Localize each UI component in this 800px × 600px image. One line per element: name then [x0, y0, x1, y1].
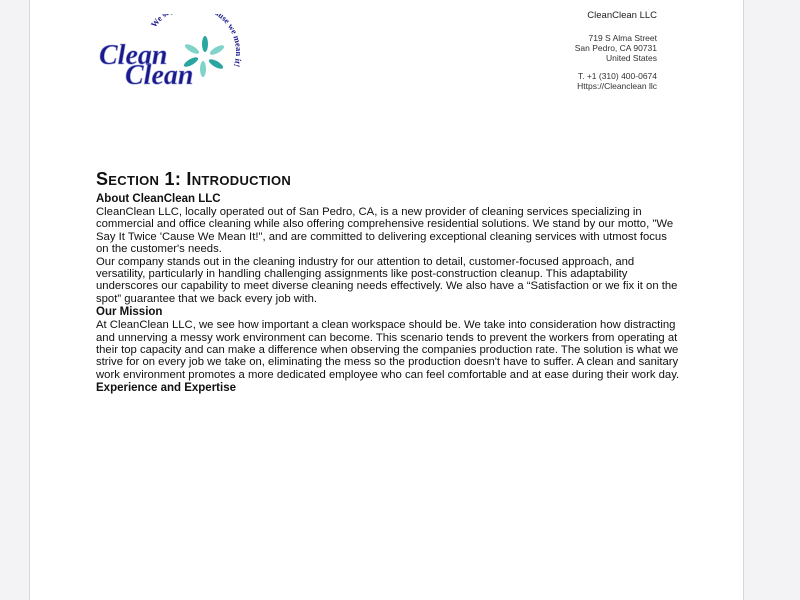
- mission-paragraph: At CleanClean LLC, we see how important a clean workspace should be. We take into consideration how distracting and unnerving a messy work environment can become. This scenario tends to prevent the workers from operating at their top capacity and can make a difference when observing the companies production rate. The solution is what we strive for on every job we take on, eliminating the mess so the production doesn't have to suffer. A clean and sanitary work environment promotes a more dedicated employee who can feel comfortable and at ease during their work day.: [96, 319, 680, 381]
- document-body: [96, 166, 681, 395]
- logo-wordmark-2: Clean: [125, 60, 194, 91]
- about-paragraph-2: Our company stands out in the cleaning industry for our attention to detail, customer-focused approach, and versatility, particularly in handling challenging assignments like post-construction cleanup. This adaptability underscores our capability to meet diverse cleaning needs effectively. We also have a “Satisfaction or we fix it on the spot” guarantee that we back every job with.: [96, 255, 678, 305]
- company-logo: [97, 14, 247, 94]
- company-name: CleanClean LLC: [587, 10, 657, 21]
- section-title: Section 1: Introduction: [96, 169, 292, 189]
- address-line-3: United States: [605, 53, 657, 63]
- experience-heading: Experience and Expertise: [96, 382, 236, 395]
- address-line-2: San Pedro, CA 90731: [574, 43, 657, 53]
- document-page: [29, 0, 744, 600]
- about-heading: About CleanClean LLC: [96, 193, 221, 205]
- address-line-1: 719 S Alma Street: [588, 33, 657, 43]
- phone-number: T. +1 (310) 400-0674: [577, 71, 657, 81]
- mission-heading: Our Mission: [96, 306, 163, 319]
- website-link[interactable]: Https://Cleanclean llc: [577, 81, 657, 91]
- logo-graphic: [97, 14, 247, 94]
- logo-wordmark-1: Clean: [99, 40, 168, 71]
- about-paragraph-1: CleanClean LLC, locally operated out of San Pedro, CA, is a new provider of cleaning services specializing in commercial and office cleaning while also offering comprehensive residential solutions. We stand by our motto, "We Say It Twice 'Cause We Mean It!", and are committed to delivering exceptional cleaning services with utmost focus on the customer's needs.: [96, 206, 674, 256]
- company-info: [575, 10, 657, 91]
- logo-slogan: We s use we mean it!: [148, 14, 245, 69]
